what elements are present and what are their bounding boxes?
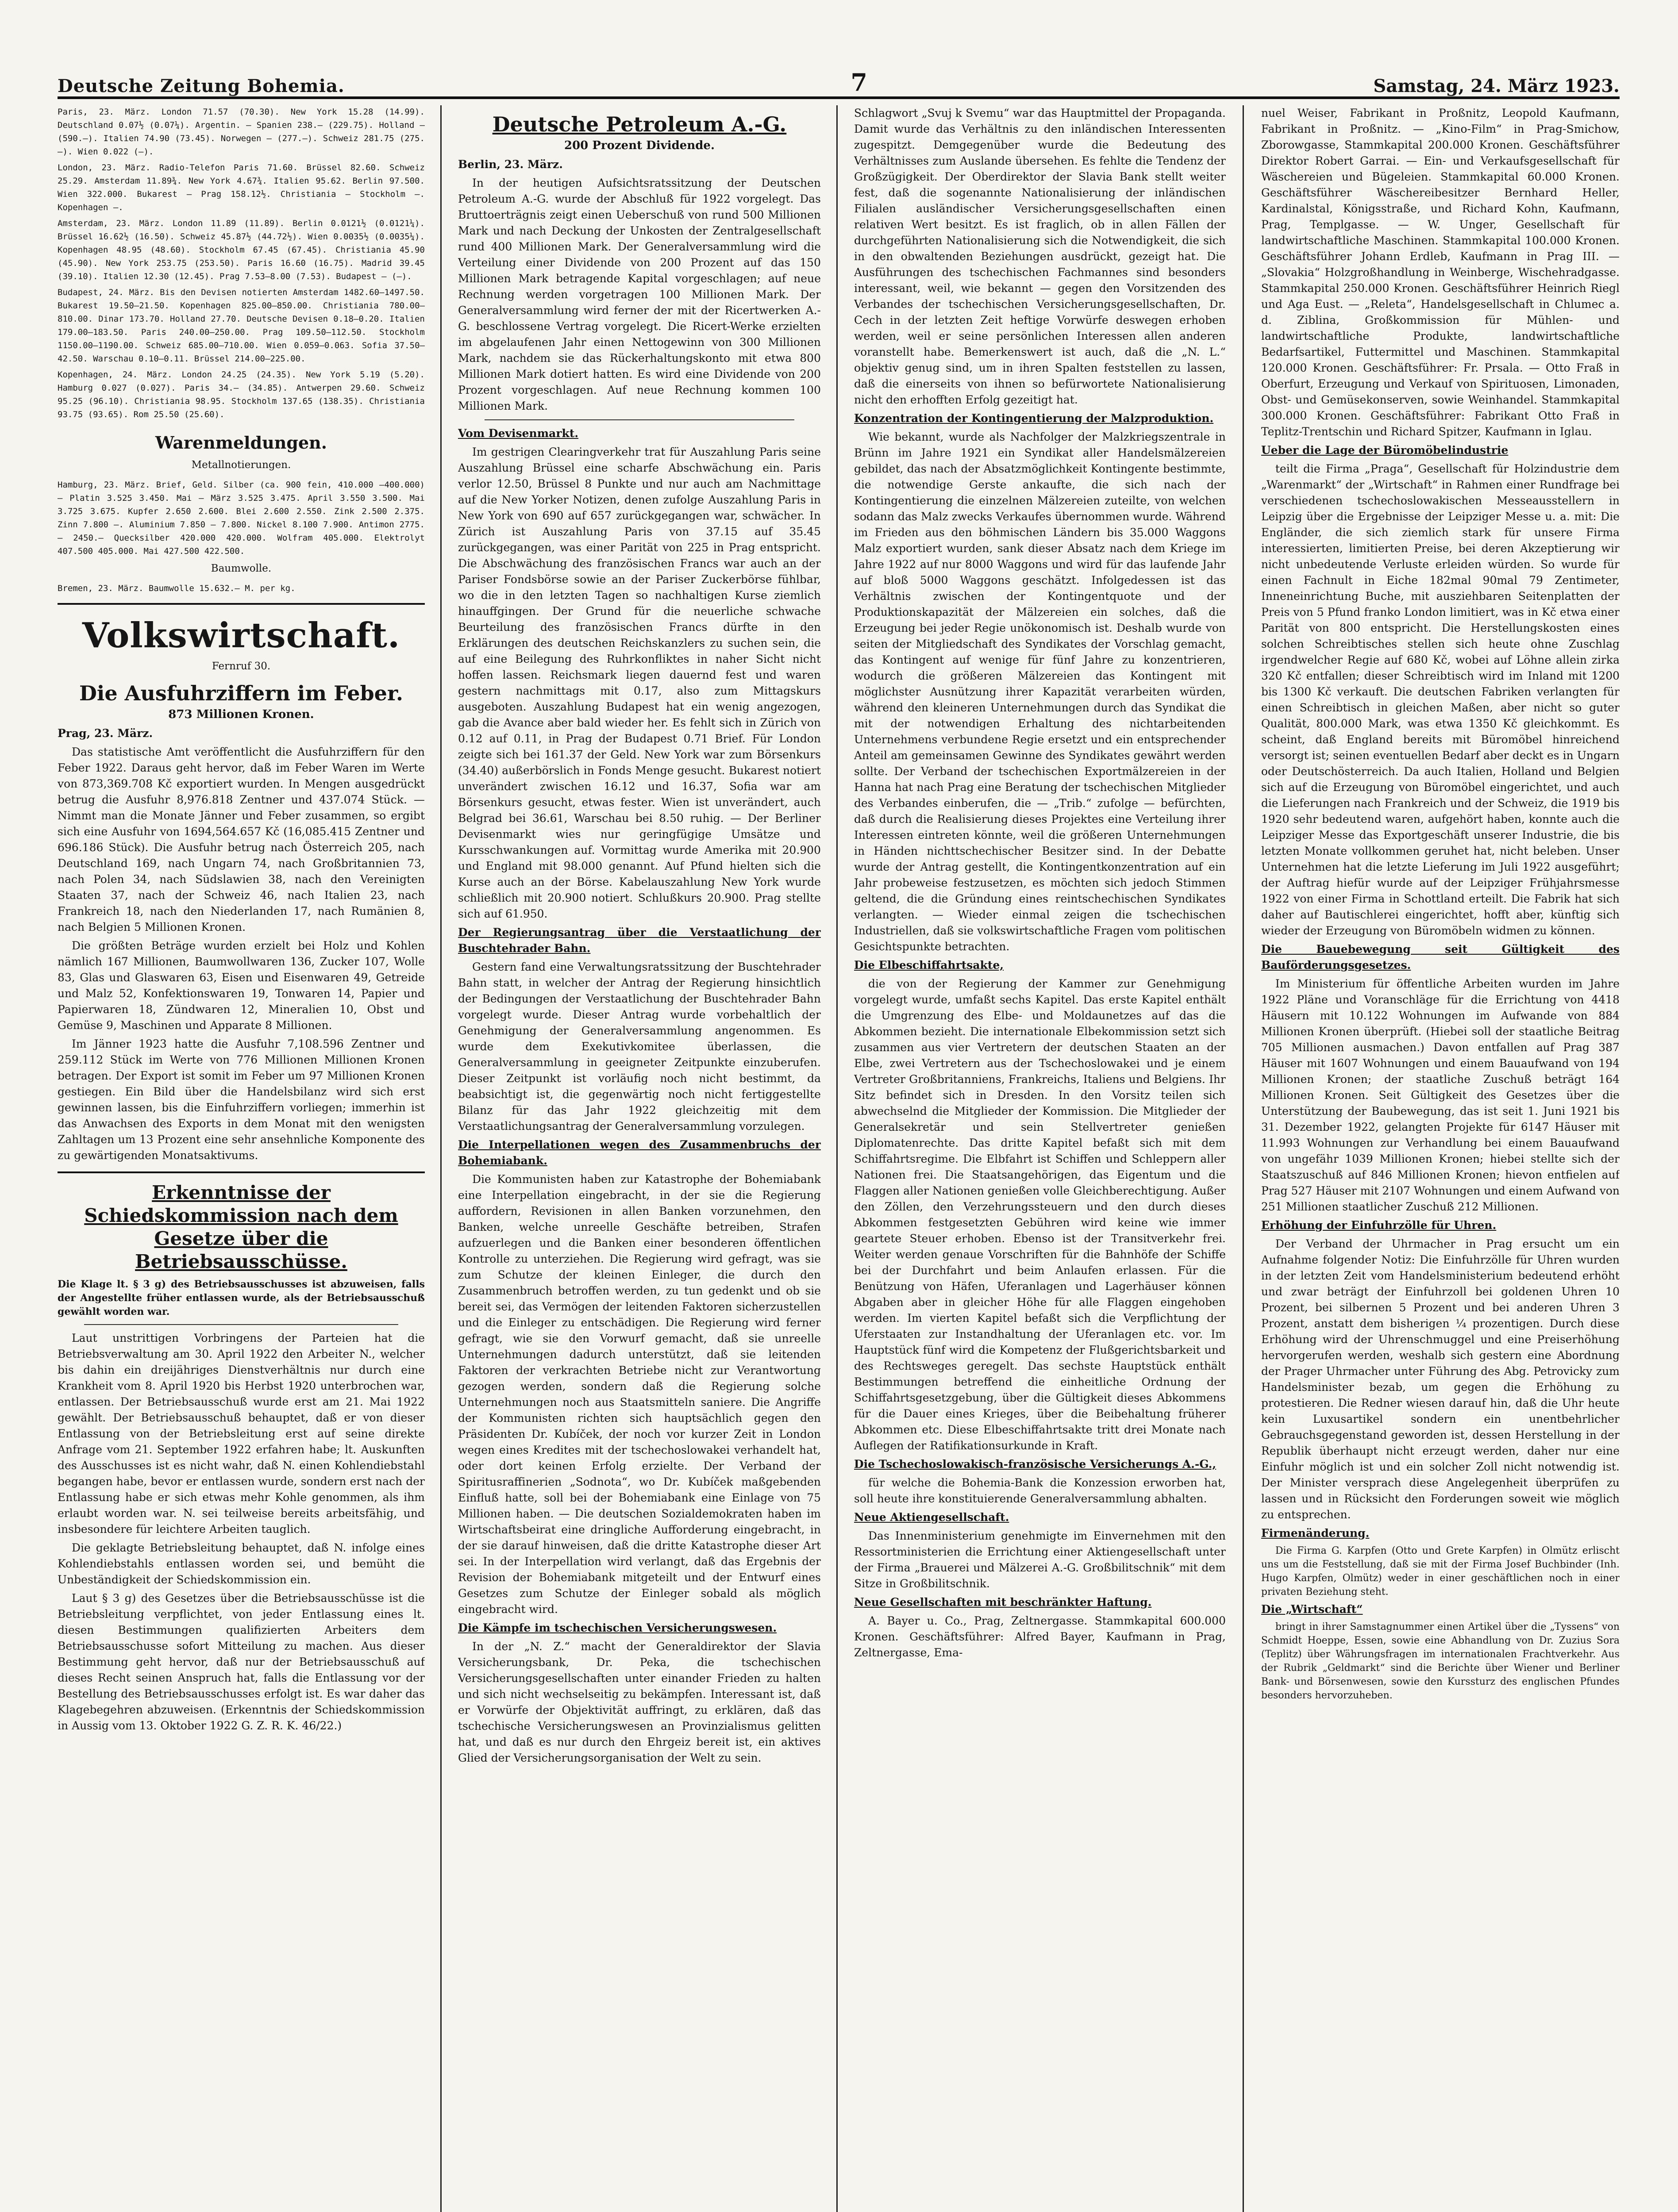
new-company-heading: Neue Aktiengesellschaft.: [854, 1511, 1009, 1524]
devisen-paragraph: Im gestrigen Clearingverkehr trat für Auszahlung Paris seine Auszahlung Brüssel eine scharfe Abschwächung ein. Paris verlor 12.50, Brüssel 8 Punkte und nur auch am Nachmittage auf die New Yorker Notizen, denen zufolge Auszahlung Paris in New York von 690 auf 657 zurückgegangen war, schwächer. In Zürich ist Auszahlung Paris von 37.15 auf 35.45 zurückgegangen, was einer Parität von 225 in Prag entspricht. Die Abschwächung des französischen Francs war auch an der Pariser Fondsbörse sowie an der Pariser Zuckerbörse fühlbar, wo die in den letzten Tagen so nachhaltigen Kurse ziemlich hinauffgingen. Der Grund für die neuerliche schwache Beurteilung des französischen Francs dürfte in den Erklärungen des deutschen Reichskanzlers zu suchen sein, die auf eine Beilegung des Ruhrkonfliktes in naher Sicht nicht hoffen lassen. Reichsmark liegen dauernd fest und waren gestern nachmittags mit 0.17, also zum Mittagskurs ausgeboten. Auszahlung Budapest hat ein wenig angezogen, gab die Avance aber bald wieder her. Es fehlt sich in Zürich von 0.12 auf 0.11, in Prag der Budapest 0.71 Brief. Für London zeigte sich bei 161.37 der Geld. New York war zum Börsenkurs (34.40) außerbörslich in Fonds Menge gesucht. Bukarest notiert unverändert zwischen 16.12 und 16.37, Sofia war am Börsenkurs gesucht, etwas fester. Wien ist unverändert, auch Belgrad bei 36.61, Warschau bei 8.50 ruhig. — Der Berliner Devisenmarkt wies nur geringfügige Umsätze und Kursschwankungen auf. Vormittag wurde Amerika mit 20.900 und England mit 98.000 genannt. Auf Pfund hielten sich die Kurse auch an der Börse. Kabelauszahlung New York wurde schließlich mit 20.900 notiert. Schlußkurs 20.900. Prag stellte sich auf 61.950.: [458, 445, 821, 920]
export-paragraph: Im Jänner 1923 hatte die Ausfuhr 7,108.596 Zentner und 259.112 Stück im Werte von 776 Millionen Millionen Kronen betragen. Der Export ist somit im Feber um 97 Millionen Kronen gestiegen. Ein Bild über die Handelsbilanz wird sich erst gewinnen lassen, bis die Einfuhrziffern vorliegen; immerhin ist das Anwachsen des Exports in dem Monat mit den wenigsten Zahltagen um 13 Prozent eine sehr ansehnliche Komponente des zu gewärtigenden Monatsaktivums.: [58, 1037, 425, 1162]
divider: [84, 1324, 398, 1325]
gmbh-heading: Neue Gesellschaften mit beschränkter Haftung.: [854, 1596, 1152, 1609]
export-subheading: 873 Millionen Kronen.: [168, 708, 314, 721]
column-1: [58, 105, 425, 2212]
elbe-heading: Die Elbeschiffahrtsakte,: [854, 959, 1004, 972]
page-number: 7: [851, 68, 867, 96]
export-paragraph: Die größten Beträge wurden erzielt bei Holz und Kohlen nämlich 167 Millionen, Baumwollwaren 136, Zucker 107, Wolle 83, Glas und Glaswaren 63, Eisen und Eisenwaren 49, Getreide und Malz 52, Konfektionswaren 19, Tonwaren 14, Papier und Papierwaren 18, Zündwaren 12, Mineralien 10, Obst und Gemüse 9, Maschinen und Apparate 8 Millionen.: [58, 939, 425, 1032]
metals-text: Hamburg, 23. März. Brief, Geld. Silber (ca. 900 fein, 410.000 —400.000) — Platin 3.525 3.450. Mai — März 3.525 3.475. April 3.550 3.500. Mai 3.725 3.675. Kupfer 2.650 2.600. Blei 2.600 2.550. Zink 2.500 2.375. Zinn 7.800 —. Aluminium 7.850 — 7.800. Nickel 8.100 7.900. Antimon 2775.— 2450.— Quecksilber 420.000 420.000. Wolfram 405.000. Elektrolyt 407.500 405.000. Mai 427.500 422.500.: [58, 480, 425, 556]
building-heading: Die Bauebewegung seit Gültigkeit des Bauförderungsgesetzes.: [1261, 943, 1620, 972]
commission-lead: Die Klage lt. § 3 g) des Betriebsausschusses ist abzuweisen, falls der Angestellte früher entlassen wurde, als der Betriebsausschuß gewählt worden war.: [58, 1279, 425, 1317]
column-4: [1261, 105, 1620, 2212]
export-heading: Die Ausfuhrziffern im Feber.: [79, 681, 403, 705]
export-paragraph: Das statistische Amt veröffentlicht die Ausfuhrziffern für den Feber 1922. Daraus geht hervor, daß im Feber Waren im Werte von 873,369.708 Kč exportiert wurden. In Mengen ausgedrückt betrug die Ausfuhr 8,976.818 Zentner und 437.074 Stück. — Nimmt man die Monate Jänner und Feber zusammen, so ergibt sich eine Ausfuhr von 1694,564.657 Kč (16,085.415 Zentner und 696.186 Stück). Die Ausfuhr betrug nach Österreich 205, nach Deutschland 169, nach Ungarn 74, nach Großbritannien 73, nach Polen 34, nach Südslawien 38, nach den Vereinigten Staaten 37, nach der Schweiz 46, nach Italien 23, nach Frankreich 18, nach den Niederlanden 17, nach Rumänien 8, nach Belgien 5 Millionen Kronen.: [58, 745, 425, 933]
govt-paragraph: Gestern fand eine Verwaltungsratssitzung der Buschtehrader Bahn statt, in welcher der Antrag der Regierung hinsichtlich der Bedingungen der Verstaatlichung der Buschtehrader Bahn vorgelegt wurde. Dieser Antrag wurde vorbehaltlich der Genehmigung der Generalversammlung angenommen. Es wurde dem Exekutivkomitee überlassen, die Generalversammlung in geeigneter Zeitpunkte einzuberufen. Dieser Zeitpunkt ist vorläufig noch nicht bestimmt, da beabsichtigt ist, die gegenwärtig noch nicht fertiggestellte Bilanz für das Jahr 1922 gleichzeitig mit dem Verstaatlichungsantrag der Generalversammlung vorzulegen.: [458, 960, 821, 1133]
building-paragraph: Im Ministerium für öffentliche Arbeiten wurden im Jahre 1922 Pläne und Voranschläge für die Errichtung von 4418 Häusern mit 10.122 Wohnungen im Aufwande von 884 Millionen Kronen überprüft. (Hiebei soll der staatliche Beitrag 705 Millionen ausmachen.) Davon entfallen auf Prag 387 Häuser mit 1607 Wohnungen und einem Bauaufwand von 194 Millionen Kronen; der staatliche Zuschuß beträgt 164 Millionen Kronen. Seit Gültigkeit des Gesetzes über die Unterstützung der Baubewegung, das ist seit 1. Juni 1921 bis 31. Dezember 1922, gelangten Projekte für 6147 Häuser mit 11.993 Wohnungen zur Verhandlung bei einem Bauaufwand von ungefähr 1039 Millionen Kronen; hiebei stellte sich der Staatszuschuß auf 846 Millionen Kronen; hievon entfielen auf Prag 527 Häuser mit 2107 Wohnungen und einem Aufwand von 251 Millionen staatlicher Zuschuß 212 Millionen.: [1261, 977, 1620, 1213]
petroleum-heading: Deutsche Petroleum A.-G.: [492, 112, 787, 136]
wirtschaft-heading: Die „Wirtschaft“: [1261, 1603, 1363, 1616]
insurance-paragraph: In der „N. Z.“ macht der Generaldirektor der Slavia Versicherungsbank, Dr. Peka, die tschechischen Versicherungsgesellschaften unter einander Frieden zu halten und sich nicht wechselseitig zu bekämpfen. Interessant ist, daß er Vorwürfe der Objektivität auffringt, zu erklären, daß das tschechische Versicherungswesen an Provinzialismus gelitten hat, und daß es nur durch den Ehrgeiz bereit ist, ein aktives Glied der Versicherungsorganisation der Welt zu sein.: [458, 1640, 821, 1764]
market-report-amsterdam: Amsterdam, 23. März. London 11.89 (11.89). Berlin 0.0121½ (0.0121¼). Brüssel 16.62½ (16.50). Schweiz 45.87½ (44.72½). Wien 0.0035½ (0.0035¼). Kopenhagen 48.95 (48.60). Stockholm 67.45 (67.45). Christiania 45.90 (45.90). New York 253.75 (253.50). Paris 16.60 (16.75). Madrid 39.45 (39.10). Italien 12.30 (12.45). Prag 7.53—8.00 (7.53). Budapest — (—).: [58, 219, 425, 281]
insurance-heading: Die Kämpfe im tschechischen Versicherungswesen.: [458, 1621, 777, 1634]
metals-heading: Metallnotierungen.: [191, 459, 291, 471]
masthead: [58, 61, 1620, 99]
office-furniture-paragraph: teilt die Firma „Praga“, Gesellschaft für Holzindustrie dem „Warenmarkt“ der „Wirtschaft“ in Rahmen einer Rundfrage bei verschiedenen tschechoslowakischen Messeausstellern in Leipzig über die Ergebnisse der Leipziger Messe u. a. mit: Die Engländer, die sich ziemlich stark für unsere Firma interessierten, limitierten Preise, bei deren Akzeptierung wir nicht unbedeutende Verluste erleiden würden. So wurde für einen Fachnult in Eiche 182mal 90mal 79 Zentimeter, Inneneinrichtung Buche, mit ausziehbaren Seitenplatten der Preis von 5 Pfund franko London limitiert, was in Kč etwa einer Parität von 800 entspricht. Die Herstellungskosten eines solchen Schreibtisches stellen sich heute ohne Zuschlag irgendwelcher Regie auf 680 Kč, wobei auf Löhne allein zirka 320 Kč entfallen; dieser Schreibtisch wird im Inland mit 1200 bis 1300 Kč verkauft. Die deutschen Fabriken verlangten für einen Schreibtisch in gleichen Maßen, aber nicht so guter Qualität, 800.000 Mark, was etwa 1350 Kč gleichkommt. Es scheint, daß England bereits mit Büromöbel hinreichend versorgt ist; seinen eventuellen Bedarf aber deckt es in Ungarn oder Deutschösterreich. Da auch Italien, Holland und Belgien sich auf die Erzeugung von Büromöbel eingerichtet, und auch die Lieferungen nach Frankreich und der Schweiz, die 1919 bis 1920 sehr bedeutend waren, aufgehört haben, konnte auch die Leipziger Messe das Exportgeschäft unserer Industrie, die bis letzten Monate vollkommen geruhet hat, nicht beleben. Unser Unternehmen hat die letzte Lieferung im Juli 1922 ausgeführt; der Auftrag hiefür wurde auf der Leipziger Frühjahrsmesse 1922 von einer Firma in Schottland erteilt. Die Fabrik hat sich daher auf Bautischlerei eingerichtet, hofft aber, künftig sich wieder der Erzeugung von Büromöbeln widmen zu können.: [1261, 462, 1620, 937]
cotton-text: Bremen, 23. März. Baumwolle 15.632.— M. per kg.: [58, 584, 296, 593]
firm-change-heading: Firmenänderung.: [1261, 1527, 1370, 1540]
section-note: Fernruf 30.: [212, 661, 271, 672]
commission-paragraph: Laut unstrittigen Vorbringens der Parteien hat die Betriebsverwaltung am 30. April 1922 den Arbeiter N., welcher bis dahin ein dreijähriges Dienstverhältnis nur durch eine Krankheit vom 8. April 1920 bis Herbst 1920 unterbrochen war, entlassen. Der Betriebsausschuß wurde erst am 21. Mai 1922 gewählt. Der Betriebsausschuß behauptet, daß er von dieser Entlassung von der Betriebsleitung erst auf seine direkte Anfrage vom 21. September 1922 erfahren habe; lt. Auskunften des Ausschusses ist es nicht wahr, daß N. einen Kohlendiebstahl begangen habe, bevor er entlassen wurde, sondern erst nach der Entlassung habe er sich etwas mehr Kohle genommen, als ihm erlaubt worden war. N. sei teilweise bereits arbeitsfähig, und insbesondere für leichtere Arbeiten tauglich.: [58, 1332, 425, 1536]
watch-tariff-paragraph: Der Verband der Uhrmacher in Prag ersucht um ein Aufnahme folgender Notiz: Die Einfuhrzölle für Uhren wurden in der letzten Zeit vom Handelsministerium bedeutend erhöht und zwar beträgt der Einfuhrzoll bei goldenen Uhren 10 Prozent, bei silbernen 5 Prozent und bei anderen Uhren 3 Prozent, anstatt dem bisherigen ¼ prozentigen. Durch diese Erhöhung wird der Uhrenschmuggel und eine Preiserhöhung hervorgerufen werden, weshalb sich gestern eine Abordnung der Prager Uhrmacher unter Führung des Abg. Petrovicky zum Handelsminister bezab, um gegen die Erhöhung zu protestieren. Die Redner wiesen darauf hin, daß die Uhr heute kein Luxusartikel sondern ein unentbehrlicher Gebrauchsgegenstand geworden ist, dessen Herstellung in der Republik überhaupt nicht erzeugt werden, daher nur eine Einfuhr möglich ist und ein solcher Zoll nicht notwendig ist. Der Minister versprach diese Angelegenheit überprüfen zu lassen und in Rücksicht den Forderungen soweit wie möglich zu entsprechen.: [1261, 1237, 1620, 1521]
divider: [485, 419, 794, 420]
malt-heading: Konzentration der Kontingentierung der Malzproduktion.: [854, 412, 1214, 425]
column-2: [458, 105, 821, 2212]
section-heading: Volkswirtschaft.: [82, 615, 400, 656]
firm-change-paragraph: Die Firma G. Karpfen (Otto und Grete Karpfen) in Olmütz erlischt uns um die Feststellung, daß sie mit der Firma Josef Buchbinder (Inh. Hugo Karpfen, Olmütz) weder in einer geschäftlichen noch in einer privaten Beziehung steht.: [1261, 1545, 1620, 1598]
column-rule: [440, 105, 442, 2212]
govt-heading: Der Regierungsantrag über die Verstaatlichung der Buschtehrader Bahn.: [458, 926, 821, 955]
interpellation-paragraph: Die Kommunisten haben zur Katastrophe der Bohemiabank eine Interpellation eingebracht, in der sie die Regierung auffordern, Revisionen in allen Banken vorzunehmen, den Banken, welche unreelle Geschäfte betreiben, Strafen aufzuerlegen und die Banken einer besonderen öffentlichen Kontrolle zu unterziehen. Die Regierung wird gefragt, was sie zum Schutze der kleinen Einleger, die durch den Zusammenbruch betroffen werden, zu tun gedenkt und ob sie bereit sei, das Vermögen der leitenden Faktoren sicherzustellen und die Einleger zu entschädigen. Die Regierung wird ferner gefragt, wie sie den Vorwurf gemacht, daß sie unreelle Unternehmungen dadurch unterstützt, daß sie leitenden Faktoren der verkrachten Betriebe nicht zur Verantwortung gezogen werden, sondern daß die Regierung solche Unternehmungen noch aus Staatsmitteln saniere. Die Angriffe der Kommunisten richten sich hauptsächlich gegen den Präsidenten Dr. Kubíček, der noch vor kurzer Zeit in London wegen eines Kredites mit der tschechoslowakei verhandelt hat, oder dort keinen Erfolg erzielte. Der Verband der Spiritusraffinerien „Sodnota“, wo Dr. Kubíček maßgebenden Einfluß hatte, soll bei der Bohemiabank eine Einlage von 75 Millionen haben. — Die deutschen Sozialdemokraten haben im Wirtschaftsbeirat eine dringliche Aufforderung eingebracht, in der sie darauf hinweisen, daß die dritte Katastrophe dieser Art sei. In der Interpellation wird verlangt, daß das Ergebnis der Revision der Bohemiabank mitgeteilt und der Entwurf eines Gesetzes zum Schutze der Einleger sobald als möglich eingebracht wird.: [458, 1173, 821, 1616]
column-rule: [836, 105, 838, 2212]
interpellation-heading: Die Interpellationen wegen des Zusammenbruchs der Bohemiabank.: [458, 1138, 821, 1167]
new-company-paragraph: Das Innenministerium genehmigte im Einvernehmen mit den Ressortministerien die Errichtung einer Aktiengesellschaft unter der Firma „Brauerei und Mälzerei A.-G. Großbilitschnik“ mit dem Sitze in Großbilitschnik.: [854, 1529, 1226, 1590]
devisen-heading: Vom Devisenmarkt.: [458, 427, 579, 440]
export-dateline: Prag, 23. März.: [58, 727, 153, 740]
insurance-continued: Schlagwort „Svuj k Svemu“ war das Hauptmittel der Propaganda. Damit wurde das Verhältnis zu den inländischen Interessenten zugespitzt. Demgegenüber wurde die Bedeutung des Verhältnisses zum Auslande übersehen. Es fehlte die Tendenz der Großzügigkeit. Der Oberdirektor der Slavia Bank stellt weiter fest, daß die sogenannte Nationalisierung der inländischen Filialen ausländischer Versicherungsgesellschaften einen relativen Wert besitzt. Es ist fraglich, ob in allen Fällen der durchgeführten Nationalisierung sich die Notwendigkeit, die sich in den obwaltenden Beziehungen ausdrückt, gezeigt hat. Die Ausführungen des tschechischen Fachmannes sind besonders interessant, weil, wie bekannt — gegen den Vorsitzenden des Verbandes der tschechischen Versicherungsgesellschaften, Dr. Cech in der letzten Zeit heftige Vorwürfe deswegen erhoben werden, weil er seine persönlichen Interessen allen anderen voranstellt habe. Bemerkenswert ist auch, daß die „N. L.“ objektiv genug sind, um in ihren Spalten feststellen zu lassen, daß die einerseits von ihnen so befürwortete Nationalisierung nicht den erhofften Erfolg gezeitigt hat.: [854, 107, 1226, 406]
bank-paragraph: für welche die Bohemia-Bank die Konzession erworben hat, soll heute ihre konstituierende Generalversammlung abhalten.: [854, 1476, 1226, 1505]
market-report-paris: Paris, 23. März. London 71.57 (70.30). New York 15.28 (14.99). Deutschland 0.07½ (0.07¼). Argentin. — Spanien 238.— (229.75). Holland — (590.—). Italien 74.90 (73.45). Norwegen — (277.—). Schweiz 281.75 (275.—). Wien 0.022 (—).: [58, 107, 425, 157]
market-report-kopenhagen: Kopenhagen, 24. März. London 24.25 (24.35). New York 5.19 (5.20). Hamburg 0.027 (0.027). Paris 34.— (34.85). Antwerpen 29.60. Schweiz 95.25 (96.10). Christiania 98.95. Stockholm 137.65 (138.35). Christiania 93.75 (93.65). Rom 25.50 (25.60).: [58, 370, 425, 419]
bank-heading: Die Tschechoslowakisch-französische Versicherungs A.-G.,: [854, 1458, 1216, 1471]
gmbh-paragraph: A. Bayer u. Co., Prag, Zeltnergasse. Stammkapital 600.000 Kronen. Geschäftsführer: Alfred Bayer, Kaufmann in Prag, Zeltnergasse, Ema-: [854, 1614, 1226, 1659]
market-report-london: London, 23. März. Radio-Telefon Paris 71.60. Brüssel 82.60. Schweiz 25.29. Amsterdam 11.89¾. New York 4.67¾. Italien 95.62. Berlin 97.500. Wien 322.000. Bukarest — Prag 158.12½. Christiania — Stockholm —. Kopenhagen —.: [58, 163, 425, 212]
watch-tariff-heading: Erhöhung der Einfuhrzölle für Uhren.: [1261, 1219, 1497, 1232]
commission-heading: Erkenntnisse der Schiedskommission nach dem Gesetze über die Betriebsausschüsse.: [84, 1182, 398, 1272]
column-rule: [1243, 105, 1244, 2212]
goods-heading: Warenmeldungen.: [155, 433, 327, 453]
issue-date: Samstag, 24. März 1923.: [1373, 76, 1620, 96]
market-report-budapest: Budapest, 24. März. Bis den Devisen notierten Amsterdam 1482.60—1497.50. Bukarest 19.50—21.50. Kopenhagen 825.00—850.00. Christiania 780.00—810.00. Dinar 173.70. Holland 27.70. Deutsche Devisen 0.18—0.20. Italien 179.00—183.50. Paris 240.00—250.00. Prag 109.50—112.50. Stockholm 1150.00—1190.00. Schweiz 685.00—710.00. Wien 0.059—0.063. Sofia 37.50—42.50. Warschau 0.10—0.11. Brüssel 214.00—225.00.: [58, 288, 425, 364]
wirtschaft-paragraph: bringt in ihrer Samstagnummer einen Artikel über die „Tyssens“ von Schmidt Hoeppe, Essen, sowie eine Abhandlung von Dr. Zuzius Sora (Teplitz) über Währungsfragen im internationalen Frachtverkehr. Aus der Rubrik „Geldmarkt“ sind die Berichte über Wiener und Berliner Bank- und Börsenwesen, sowie den Kurssturz des englischen Pfundes besonders hervorzuheben.: [1261, 1621, 1620, 1701]
petroleum-paragraph: In der heutigen Aufsichtsratssitzung der Deutschen Petroleum A.-G. wurde der Abschluß für 1922 vorgelegt. Das Bruttoerträgnis zeigt einen Ueberschuß von rund 500 Millionen Mark und nach Deckung der Unkosten der Zentralgesellschaft rund 400 Millionen Mark. Der Generalversammlung wird die Verteilung einer Dividende von 200 Prozent auf das 150 Millionen Mark betragende Kapital vorgeschlagen; auf neue Rechnung werden vorgetragen 100 Millionen Mark. Der Generalversammlung wird ferner der mit der Ricertwerken A.-G. beschlossene Vertrag vorgelegt. Die Ricert-Werke erzielten im abgelaufenen Jahr einen Nettogewinn von 300 Millionen Mark, nachdem sie das Rückerhaltungskonto mit etwa 800 Millionen Mark dotiert hatten. Es wird eine Dividende von 200 Prozent vorgeschlagen. Auf neue Rechnung kommen 100 Millionen Mark.: [458, 177, 821, 412]
elbe-paragraph: die von der Regierung der Kammer zur Genehmigung vorgelegt wurde, umfaßt sechs Kapitel. Das erste Kapitel enthält die Umgrenzung des Elbe- und Moldaunetzes auf das die Abkommen bezieht. Die internationale Elbekommission setzt sich zusammen aus vier Vertretern der deutschen Staaten an der Elbe, zwei Vertretern aus der Tschechoslowakei und je einem Vertreter Großbritanniens, Frankreichs, Italiens und Belgiens. Ihr Sitz befindet sich in Dresden. In den Vorsitz teilen sich abwechselnd die Mitglieder der Kommission. Die Mitglieder der Generalsekretär und sein Stellvertreter genießen Diplomatenrechte. Das dritte Kapitel befaßt sich mit dem Schiffahrtsregime. Die Elbfahrt ist Schiffen und Schleppern aller Nationen frei. Die Staatsangehörigen, das Eigentum und die Flaggen aller Nationen genießen volle Gleichberechtigung. Außer den Zöllen, den Verzehrungssteuern und den durch dieses Abkommen festgesetzten Gebühren wird keine wie immer geartete Steuer erhoben. Ebenso ist der Transitverkehr frei. Weiter werden genaue Vorschriften für die Bahnhöfe der Schiffe bei der Durchfahrt und beim Anlaufen erlassen. Für die Benützung von Häfen, Uferanlagen und Lagerhäuser können Abgaben aber in gleicher Höhe für alle Flaggen eingehoben werden. Im vierten Kapitel befaßt sich die Verpflichtung der Uferstaaten zur Instandhaltung der Uferanlagen etc. vor. Im Hauptstück fünf wird die Kompetenz der Flußgerichtsbarkeit und des Rechtsweges geregelt. Das sechste Hauptstück enthält Bestimmungen betreffend die einheitliche Ordnung der Schiffahrtsgesetzgebung, über die Gültigkeit dieses Abkommens für die Dauer eines Krieges, über die Beibehaltung früherer Abkommen etc. Diese Elbeschiffahrtsakte tritt drei Monate nach Auflegen der Ratifikationsurkunde in Kraft.: [854, 977, 1226, 1452]
commission-paragraph: Laut § 3 g) des Gesetzes über die Betriebsausschüsse ist die Betriebsleitung verpflichtet, von jeder Entlassung eines lt. diesen Bestimmungen qualifizierten Arbeiters dem Betriebsausschusse sofort Mitteilung zu machen. Aus dieser Bestimmung geht hervor, daß nur der Betriebsausschuß auf dieses Recht seinen Anspruch hat, falls die Entlassung vor der Bestellung des Betriebsausschusses erfolgt ist. Es war daher das Klagebegehren abzuweisen. (Erkenntnis der Schiedskommission in Aussig vom 13. Oktober 1922 G. Z. R. K. 46/22.): [58, 1592, 425, 1732]
petroleum-dateline: Berlin, 23. März.: [458, 158, 563, 171]
petroleum-subheading: 200 Prozent Dividende.: [564, 139, 715, 152]
office-furniture-heading: Ueber die Lage der Büromöbelindustrie: [1261, 444, 1509, 457]
divider: [58, 1171, 425, 1173]
gmbh-continued: nuel Weiser, Fabrikant in Proßnitz, Leopold Kaufmann, Fabrikant in Proßnitz. — „Kino-Film“ in Prag-Smichow, Zborowgasse, Stammkapital 200.000 Kronen. Geschäftsführer Direktor Robert Garrai. — Ein- und Verkaufsgesellschaft für Wäschereien und Bügeleien. Stammkapital 60.000 Kronen. Geschäftsführer Wäschereibesitzer Bernhard Heller, Kardinalstal, Königsstraße, und Richard Kohn, Kaufmann, Prag, Templgasse. — W. Unger, Gesellschaft für landwirtschaftliche Maschinen. Stammkapital 100.000 Kronen. Geschäftsführer Johann Erdleb, Kaufmann in Prag III. — „Slovakia“ Holzgroßhandlung in Weinberge, Wischehradgasse. Stammkapital 250.000 Kronen. Geschäftsführer Heinrich Riegl und Aga Eust. — „Releta“, Handelsgesellschaft in Chlumec a. d. Ziblina, Großkommission für Mühlen- und landwirtschaftliche Produkte, landwirtschaftliche Bedarfsartikel, Futtermittel und Maschinen. Stammkapital 120.000 Kronen. Geschäftsführer: Fr. Prsala. — Otto Fraß in Oberfurt, Erzeugung und Verkauf von Spirituosen, Limonaden, Obst- und Gemüsekonserven, sowie Weinhandel. Stammkapital 300.000 Kronen. Geschäftsführer: Fabrikant Otto Fraß in Teplitz-Trentschin und Richard Spitzer, Kaufmann in Iglau.: [1261, 107, 1620, 438]
divider: [58, 603, 425, 605]
commission-paragraph: Die geklagte Betriebsleitung behauptet, daß N. infolge eines Kohlendiebstahls entlassen worden sei, und bemüht die Unbeständigkeit der Schiedskommission ein.: [58, 1541, 425, 1586]
cotton-label: Baumwolle.: [211, 563, 272, 574]
column-3: [854, 105, 1226, 2212]
paper-name: Deutsche Zeitung Bohemia.: [58, 76, 345, 96]
malt-paragraph: Wie bekannt, wurde als Nachfolger der Malzkriegszentrale in Brünn im Jahre 1921 ein Syndikat aller Handelsmälzereien gebildet, das nach der Absatzmöglichkeit Kontingente bestimmte, die notwendige Gerste ankaufte, die sich nach der Kontingentierung die einzelnen Mälzereien zuteilte, von welchen sodann das Malz zwecks Verkaufes übernommen wurde. Während im Frieden aus den böhmischen Ländern bis 35.000 Waggons Malz exportiert wurden, sank dieser Absatz nach dem Kriege im Jahre 1922 auf nur 8000 Waggons und wird für das laufende Jahr auf bloß 5000 Waggons geschätzt. Infolgedessen ist das Verhältnis zwischen der Kontingentquote und der Produktionskapazität der Mälzereien ein solches, daß die Erzeugung bei jeder Regie unökonomisch ist. Deshalb wurde von seiten der Mitgliedschaft des Syndikates der Vorschlag gemacht, das Kontingent auf wenige für fünf Jahre zu konzentrieren, wodurch die größeren Mälzereien das Kontingent mit möglichster Ausnützung ihrer Kapazität verarbeiten würden, während den kleineren Unternehmungen durch das Syndikat die mit der notwendigen Erhaltung des nichtarbeitenden Unternehmens verbundene Regie ersetzt und ein entsprechender Anteil am gemeinsamen Gewinne des Syndikates gewährt werden sollte. Der Verband der tschechischen Exportmälzereien in der Hanna hat nach Prag eine Beratung der tschechischen Mitglieder des Verbandes einberufen, die — „Trib.“ zufolge — befürchten, daß durch die Realisierung dieses Projektes eine Verteilung ihrer Interessen eintreten könnte, weil die größeren Unternehmungen in Händen nichttschechischer Besitzer sind. In der Debatte wurde der Antrag gestellt, die Kontingentkonzentration auf ein Jahr probeweise festzusetzen, es möchten sich jedoch Stimmen geltend, die die Gründung eines reintschechischen Syndikates verlangten. — Wieder einmal zeigen die tschechischen Industriellen, daß sie volkswirtschaftliche Fragen vom politischen Gesichtspunkte betrachten.: [854, 430, 1226, 953]
